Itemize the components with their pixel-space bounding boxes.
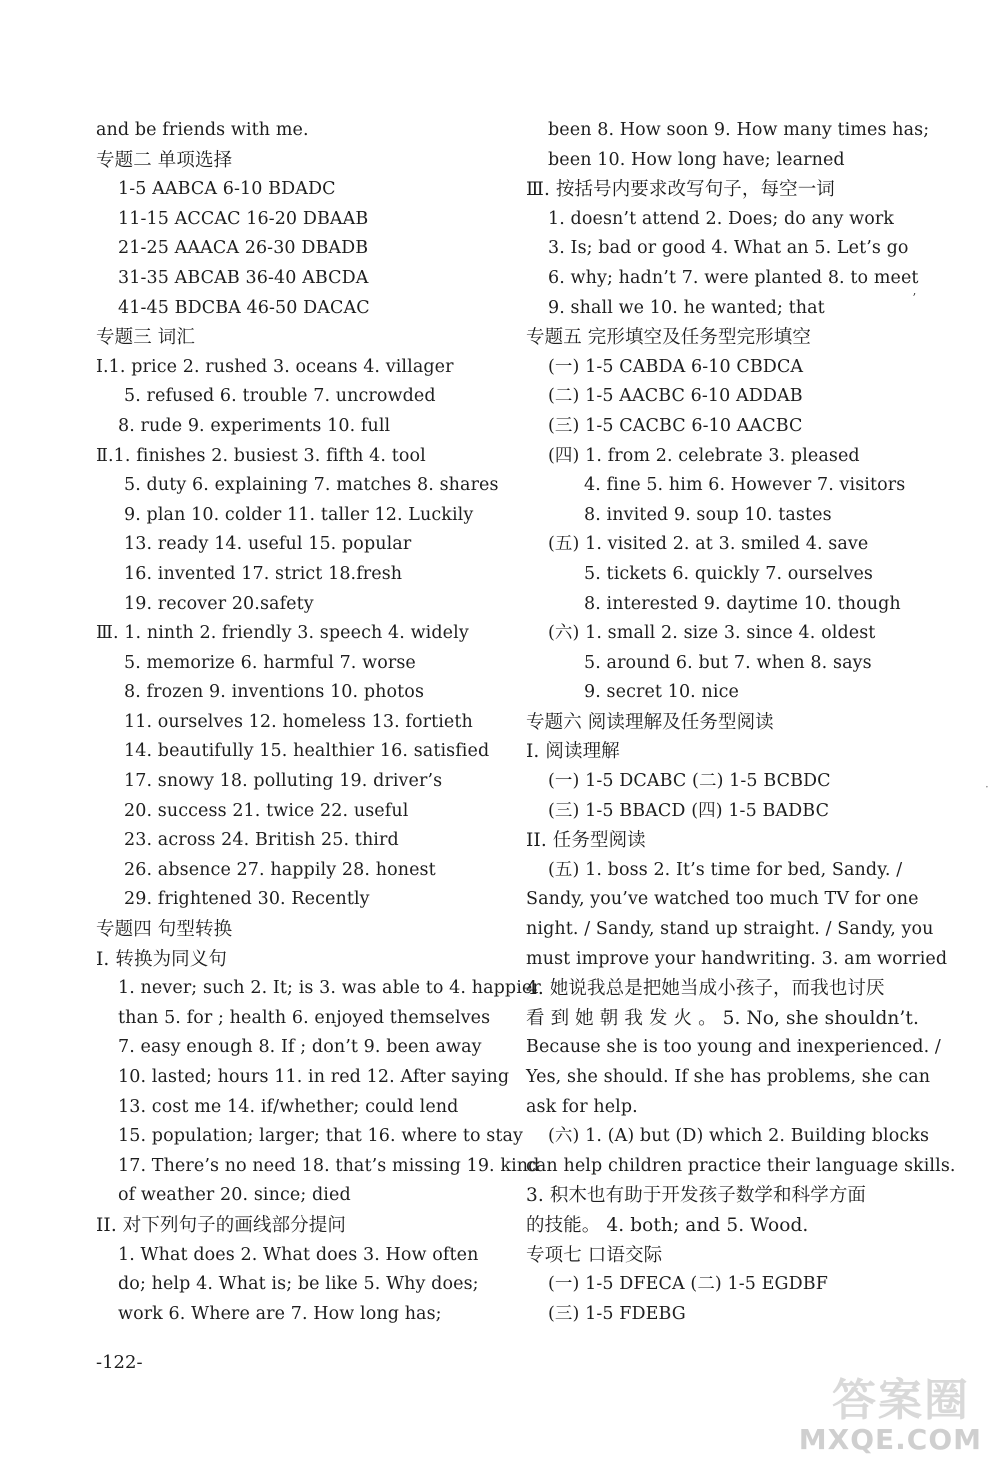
- left-column: [96, 116, 541, 1329]
- section-line: 专项七 口语交际: [526, 1244, 663, 1266]
- answer-line: (四) 1. from 2. celebrate 3. pleased: [548, 445, 860, 466]
- answer-line: 9. shall we 10. he wanted; that: [548, 297, 825, 318]
- answer-line: (六) 1. (A) but (D) which 2. Building blocks: [548, 1126, 930, 1147]
- answer-line: 11-15 ACCAC 16-20 DBAAB: [118, 208, 369, 229]
- answer-line: can help children practice their language skills.: [526, 1155, 956, 1176]
- answer-line: 3. Is; bad or good 4. What an 5. Let’s go: [548, 238, 909, 259]
- answer-line: been 10. How long have; learned: [548, 149, 845, 170]
- answer-line: must improve your handwriting. 3. am worried: [526, 948, 948, 969]
- answer-line: 1. never; such 2. It; is 3. was able to 4. happier: [118, 978, 541, 999]
- answer-line: 7. easy enough 8. If ; don’t 9. been away: [118, 1037, 482, 1058]
- answer-line: 1. doesn’t attend 2. Does; do any work: [548, 208, 895, 229]
- answer-line: 9. plan 10. colder 11. taller 12. Luckily: [124, 504, 474, 525]
- answer-line: 31-35 ABCAB 36-40 ABCDA: [118, 267, 369, 288]
- answer-line: 13. ready 14. useful 15. popular: [124, 534, 412, 555]
- section-line: Ⅲ. 按括号内要求改写句子，每空一词: [526, 179, 835, 201]
- section-line: 的技能。 4. both; and 5. Wood.: [526, 1214, 809, 1236]
- answer-line: 21-25 AAACA 26-30 DBADB: [118, 238, 369, 259]
- answer-line: Ⅱ.1. finishes 2. busiest 3. fifth 4. tool: [96, 445, 426, 466]
- page-number: -122-: [96, 1352, 143, 1373]
- answer-line: 16. invented 17. strict 18.fresh: [124, 563, 403, 584]
- stray-mark: ·: [985, 780, 989, 794]
- section-line: 4. 她说我总是把她当成小孩子，而我也讨厌: [526, 978, 885, 1000]
- section-line: I. 阅读理解: [526, 741, 620, 763]
- answer-line: 5. refused 6. trouble 7. uncrowded: [124, 386, 436, 407]
- stray-mark: ʼ: [912, 291, 916, 305]
- answer-line: 6. why; hadn’t 7. were planted 8. to meet: [548, 267, 919, 288]
- watermark-url: MXQE.COM: [798, 1423, 982, 1456]
- answer-line: 1. What does 2. What does 3. How often: [118, 1244, 479, 1265]
- answer-line: 4. fine 5. him 6. However 7. visitors: [584, 475, 906, 496]
- watermark-logo: 答案圈: [832, 1375, 970, 1426]
- answer-line: (二) 1-5 AACBC 6-10 ADDAB: [548, 386, 803, 407]
- answer-line: (五) 1. visited 2. at 3. smiled 4. save: [548, 534, 869, 555]
- answer-line: 19. recover 20.safety: [124, 593, 314, 614]
- answer-line: ask for help.: [526, 1096, 638, 1117]
- answer-line: 41-45 BDCBA 46-50 DACAC: [118, 297, 370, 318]
- answer-line: 10. lasted; hours 11. in red 12. After saying: [118, 1067, 510, 1087]
- answer-line: 8. rude 9. experiments 10. full: [118, 415, 391, 436]
- answer-line: of weather 20. since; died: [118, 1185, 351, 1206]
- watermark: [758, 1356, 988, 1456]
- answer-line: 20. success 21. twice 22. useful: [124, 800, 409, 821]
- section-line: 专题四 句型转换: [96, 919, 233, 941]
- answer-line: Because she is too young and inexperienced. /: [526, 1037, 941, 1058]
- answer-line: do; help 4. What is; be like 5. Why does;: [118, 1274, 479, 1295]
- answer-line: and be friends with me.: [96, 120, 309, 140]
- section-line: 看 到 她 朝 我 发 火 。 5. No, she shouldn’t.: [526, 1007, 919, 1029]
- answer-line: 8. frozen 9. inventions 10. photos: [124, 682, 425, 703]
- answer-line: work 6. Where are 7. How long has;: [118, 1303, 442, 1324]
- section-line: 专题五 完形填空及任务型完形填空: [526, 327, 811, 349]
- answer-line: (一) 1-5 DCABC (二) 1-5 BCBDC: [548, 771, 831, 792]
- answer-line: 17. There’s no need 18. that’s missing 19. kind: [118, 1155, 540, 1176]
- answer-line: (一) 1-5 DFECA (二) 1-5 EGDBF: [548, 1274, 828, 1295]
- section-line: 专题二 单项选择: [96, 149, 233, 171]
- answer-line: 1-5 AABCA 6-10 BDADC: [118, 179, 336, 200]
- answer-line: (三) 1-5 BBACD (四) 1-5 BADBC: [548, 800, 830, 821]
- answer-line: Ⅰ.1. price 2. rushed 3. oceans 4. villager: [96, 356, 454, 377]
- answer-line: 5. duty 6. explaining 7. matches 8. shares: [124, 475, 499, 496]
- answer-line: 17. snowy 18. polluting 19. driver’s: [124, 771, 443, 792]
- answer-line: (一) 1-5 CABDA 6-10 CBDCA: [548, 356, 804, 377]
- answer-line: 15. population; larger; that 16. where to stay: [118, 1126, 523, 1147]
- answer-line: 5. tickets 6. quickly 7. ourselves: [584, 563, 873, 584]
- answer-line: 23. across 24. British 25. third: [124, 830, 399, 851]
- answer-line: (五) 1. boss 2. It’s time for bed, Sandy. /: [548, 859, 903, 880]
- answer-line: 11. ourselves 12. homeless 13. fortieth: [124, 711, 473, 732]
- answer-line: (三) 1-5 FDEBG: [548, 1303, 686, 1324]
- answer-line: Ⅲ. 1. ninth 2. friendly 3. speech 4. widely: [96, 623, 469, 644]
- section-line: 3. 积木也有助于开发孩子数学和科学方面: [526, 1185, 867, 1207]
- answer-line: Sandy, you’ve watched too much TV for one: [526, 889, 919, 910]
- answer-line: 26. absence 27. happily 28. honest: [124, 859, 436, 880]
- answer-line: night. / Sandy, stand up straight. / Sandy, you: [526, 919, 934, 940]
- answer-line: 5. around 6. but 7. when 8. says: [584, 652, 872, 673]
- right-column: [526, 116, 956, 1329]
- answer-line: 14. beautifully 15. healthier 16. satisfied: [124, 741, 490, 762]
- answer-line: been 8. How soon 9. How many times has;: [548, 120, 930, 140]
- section-line: 专题三 词汇: [96, 327, 195, 349]
- section-line: II. 任务型阅读: [526, 830, 646, 852]
- answer-line: 9. secret 10. nice: [584, 682, 739, 703]
- answer-line: 8. invited 9. soup 10. tastes: [584, 504, 832, 525]
- answer-line: 29. frightened 30. Recently: [124, 889, 370, 910]
- answer-line: Yes, she should. If she has problems, she can: [526, 1067, 931, 1087]
- answer-line: 8. interested 9. daytime 10. though: [584, 593, 901, 614]
- answer-line: than 5. for ; health 6. enjoyed themselves: [118, 1007, 491, 1028]
- section-line: II. 对下列句子的画线部分提问: [96, 1214, 346, 1236]
- answer-line: (六) 1. small 2. size 3. since 4. oldest: [548, 623, 876, 644]
- answer-line: (三) 1-5 CACBC 6-10 AACBC: [548, 415, 803, 436]
- section-line: 专题六 阅读理解及任务型阅读: [526, 711, 774, 733]
- section-line: I. 转换为同义句: [96, 948, 227, 970]
- answer-line: 5. memorize 6. harmful 7. worse: [124, 652, 416, 673]
- answer-line: 13. cost me 14. if/whether; could lend: [118, 1096, 459, 1117]
